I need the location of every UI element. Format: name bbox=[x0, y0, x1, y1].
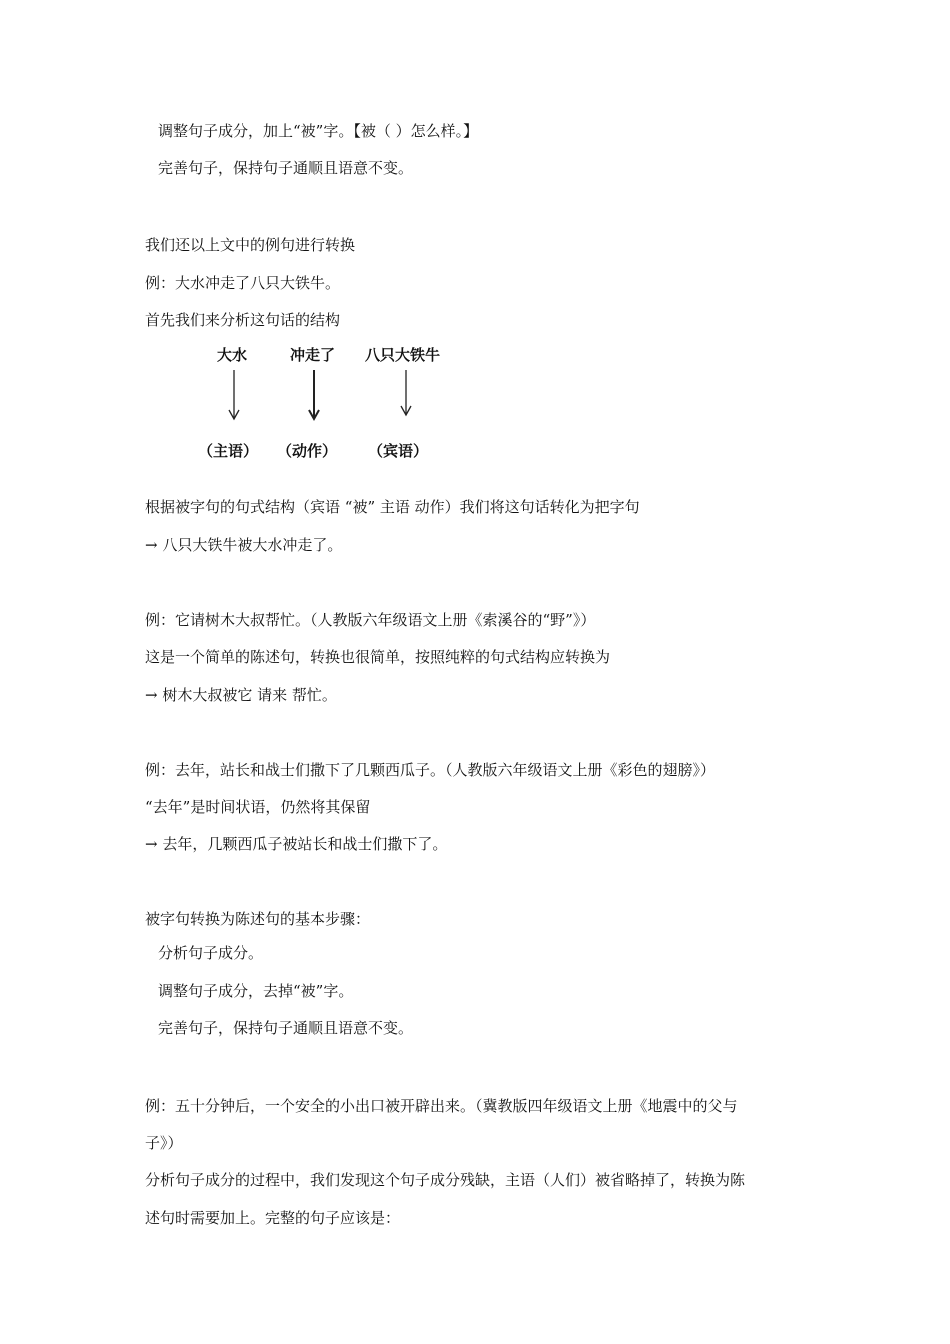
step-adjust-add-bei: 调整句子成分，加上“被”字。【被（ ）怎么样。】 bbox=[158, 122, 479, 140]
step-complete-sentence: 完善句子，保持句子通顺且语意不变。 bbox=[158, 159, 414, 177]
step-complete-sentence-2: 完善句子，保持句子通顺且语意不变。 bbox=[158, 1019, 414, 1037]
step-analyze: 分析句子成分。 bbox=[158, 944, 264, 962]
intro-text: 我们还以上文中的例句进行转换 bbox=[145, 236, 356, 254]
diagram-object-word: 八只大铁牛 bbox=[365, 346, 441, 364]
example-4-analysis: 分析句子成分的过程中，我们发现这个句子成分残缺，主语（人们）被省略掉了，转换为陈 bbox=[145, 1171, 746, 1189]
example-1: 例：大水冲走了八只大铁牛。 bbox=[145, 274, 341, 292]
down-arrow-icon bbox=[228, 370, 240, 422]
steps-heading: 被字句转换为陈述句的基本步骤： bbox=[145, 910, 371, 928]
analysis-intro: 首先我们来分析这句话的结构 bbox=[145, 311, 341, 329]
conversion-explanation: 根据被字句的句式结构（宾语 “被” 主语 动作）我们将这句话转化为把字句 bbox=[145, 498, 640, 516]
conversion-result-1: → 八只大铁牛被大水冲走了。 bbox=[145, 536, 343, 554]
diagram-action-label: （动作） bbox=[277, 442, 338, 460]
example-4-analysis-continued: 述句时需要加上。完整的句子应该是： bbox=[145, 1209, 401, 1227]
conversion-result-3: → 去年，几颗西瓜子被站长和战士们撒下了。 bbox=[145, 835, 448, 853]
diagram-object-label: （宾语） bbox=[368, 442, 429, 460]
example-4: 例：五十分钟后，一个安全的小出口被开辟出来。（冀教版四年级语文上册《地震中的父与 bbox=[145, 1097, 738, 1115]
example-3: 例：去年，站长和战士们撒下了几颗西瓜子。（人教版六年级语文上册《彩色的翅膀》） bbox=[145, 761, 716, 779]
diagram-action-word: 冲走了 bbox=[290, 346, 336, 364]
example-2-explanation: 这是一个简单的陈述句，转换也很简单，按照纯粹的句式结构应转换为 bbox=[145, 648, 611, 666]
diagram-subject-label: （主语） bbox=[198, 442, 259, 460]
example-4-continued: 子》） bbox=[145, 1134, 183, 1152]
step-adjust-remove-bei: 调整句子成分，去掉“被”字。 bbox=[158, 982, 354, 1000]
down-arrow-icon bbox=[308, 370, 320, 422]
sentence-structure-diagram bbox=[195, 340, 465, 470]
down-arrow-icon bbox=[400, 370, 412, 422]
diagram-subject-word: 大水 bbox=[217, 346, 248, 364]
example-2: 例：它请树木大叔帮忙。（人教版六年级语文上册《索溪谷的“野”》） bbox=[145, 611, 596, 629]
example-3-explanation: “去年”是时间状语，仍然将其保留 bbox=[145, 798, 371, 816]
conversion-result-2: → 树木大叔被它 请来 帮忙。 bbox=[145, 686, 337, 704]
